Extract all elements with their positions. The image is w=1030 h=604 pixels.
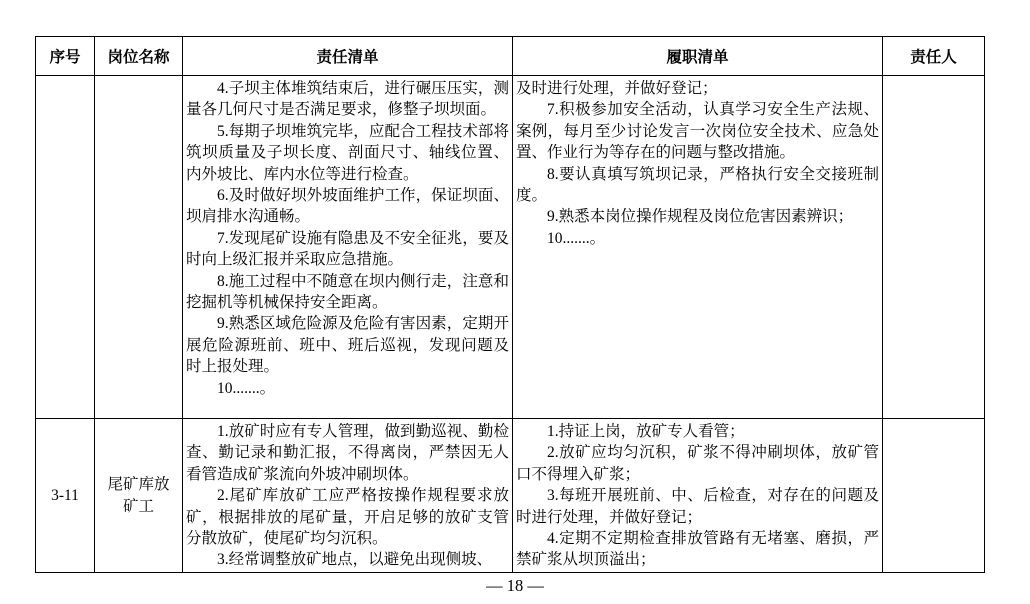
duty-table	[35, 36, 985, 573]
responsibility-cell	[183, 419, 513, 573]
paragraph: 10.......。	[547, 229, 606, 247]
paragraph: 7.发现尾矿设施有隐患及不安全征兆，要及时向上级汇报并采取应急措施。	[186, 229, 509, 269]
responsibility-list	[186, 421, 509, 571]
paragraph: 1.放矿时应有专人管理，做到勤巡视、勤检查、勤记录和勤汇报，不得离岗，严禁因无人看管造成矿浆流向外坡冲刷坝体。	[186, 423, 509, 483]
person-cell	[883, 419, 985, 573]
header-row	[36, 37, 985, 76]
table-row-3-11	[36, 419, 985, 573]
paragraph: 9.熟悉区域危险源及危险有害因素，定期开展危险源班前、班中、班后巡视，发现问题及时上报处理。	[186, 315, 509, 376]
header-serial: 序号	[36, 37, 95, 76]
paragraph: 7.积极参加安全活动，认真学习安全生产法规、案例，每月至少讨论发言一次岗位安全技术、应急处置、作业行为等存在的问题与整改措施。	[516, 101, 879, 162]
responsibility-list	[186, 78, 509, 399]
table-row-continuation	[36, 76, 985, 419]
paragraph: 3.经常调整放矿地点，以避免出现侧坡、	[217, 551, 493, 569]
paragraph: 及时进行处理，并做好登记；	[516, 80, 718, 97]
duty-cell	[513, 419, 883, 573]
header-responsibility: 责任清单	[183, 37, 513, 76]
position-cell	[95, 419, 183, 573]
duty-list	[516, 421, 879, 571]
paragraph: 3.每班开展班前、中、后检查，对存在的问题及时进行处理，并做好登记；	[516, 487, 879, 526]
position-cell	[95, 76, 183, 419]
page-number: — 18 —	[486, 576, 544, 595]
header-person: 责任人	[883, 37, 985, 76]
duty-list	[516, 78, 879, 249]
paragraph: 4.定期不定期检查排放管路有无堵塞、磨损，严禁矿浆从坝顶溢出；	[516, 530, 879, 569]
paragraph: 4.子坝主体堆筑结束后，进行碾压压实，测量各几何尺寸是否满足要求，修整子坝坝面。	[186, 80, 509, 119]
paragraph: 2.尾矿库放矿工应严格按操作规程要求放矿，根据排放的尾矿量，开启足够的放矿支管分散放矿，使尾矿均匀沉积。	[186, 487, 509, 548]
responsibility-cell	[183, 76, 513, 419]
paragraph: 1.持证上岗，放矿专人看管；	[547, 423, 745, 440]
person-cell	[883, 76, 985, 419]
paragraph: 5.每期子坝堆筑完毕，应配合工程技术部将筑坝质量及子坝长度、剖面尺寸、轴线位置、内外坡比、库内水位等进行检查。	[186, 122, 509, 183]
paragraph: 9.熟悉本岗位操作规程及岗位危害因素辨识；	[547, 208, 854, 226]
duty-cell	[513, 76, 883, 419]
paragraph: 8.要认真填写筑坝记录，严格执行安全交接班制度。	[516, 165, 879, 205]
paragraph: 6.及时做好坝外坡面维护工作，保证坝面、坝肩排水沟通畅。	[186, 187, 509, 226]
position-name: 尾矿库放矿工	[107, 476, 170, 515]
paragraph: 10.......。	[217, 379, 276, 397]
paragraph: 8.施工过程中不随意在坝内侧行走，注意和挖掘机等机械保持安全距离。	[186, 272, 509, 312]
serial-cell: 3-11	[36, 419, 95, 573]
header-position: 岗位名称	[95, 37, 183, 76]
serial-cell	[36, 76, 95, 419]
header-duty: 履职清单	[513, 37, 883, 76]
paragraph: 2.放矿应均匀沉积，矿浆不得冲刷坝体，放矿管口不得埋入矿浆；	[516, 444, 879, 483]
